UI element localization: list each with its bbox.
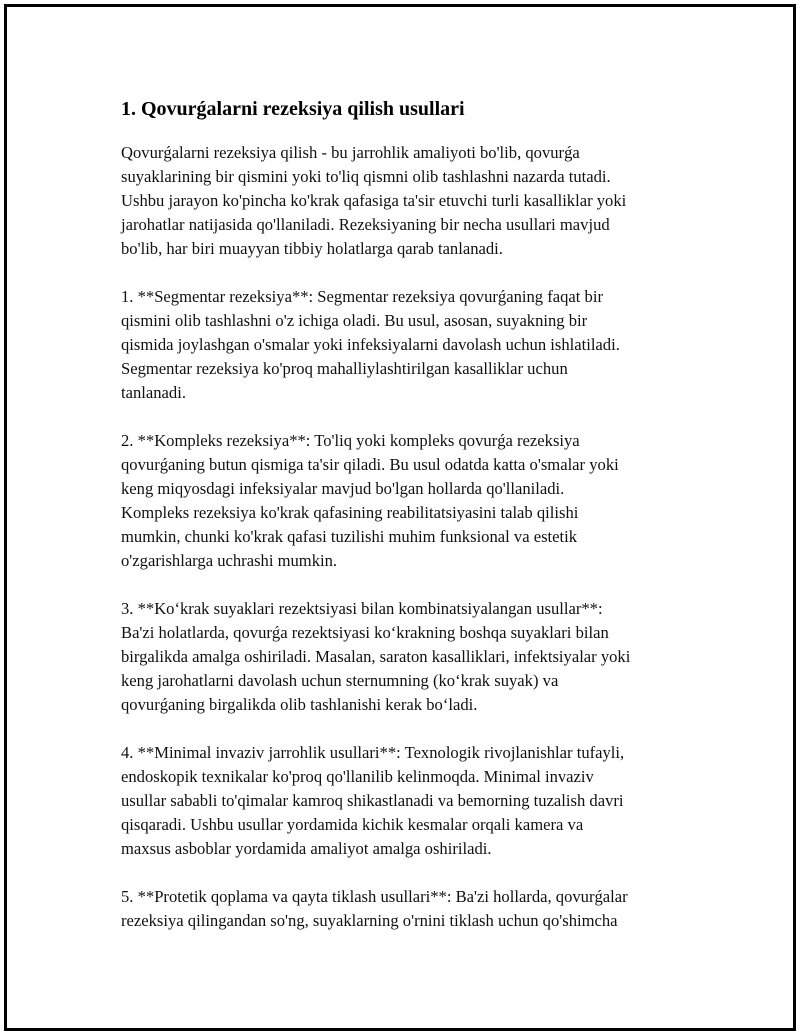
paragraph-kombinatsiyalangan-usullar: 3. **Koʻkrak suyaklari rezektsiyasi bilan kombinatsiyalangan usullar**: Ba'zi holatlarda, qovurǵa rezektsiyasi koʻkrakning boshqa suyaklari bilan birgalikda amalga oshiriladi. Masalan, saraton kasalliklari, infektsiyalar yoki keng jarohatlarni davolash uchun sternumning (koʻkrak suyak) va qovurǵaning birgalikda olib tashlanishi kerak boʻladi. <box>121 599 631 714</box>
paragraph-segmentar-rezeksiya: 1. **Segmentar rezeksiya**: Segmentar rezeksiya qovurǵaning faqat bir qismini olib tashlashni o'z ichiga oladi. Bu usul, asosan, suyakning bir qismida joylashgan o'smalar yoki infeksiyalarni davolash uchun ishlatiladi. Segmentar rezeksiya ko'proq mahalliylashtirilgan kasalliklar uchun tanlanadi. <box>121 287 620 402</box>
page-frame <box>4 4 796 1031</box>
paragraph-kompleks-rezeksiya: 2. **Kompleks rezeksiya**: To'liq yoki kompleks qovurǵa rezeksiya qovurǵaning butun qismiga ta'sir qiladi. Bu usul odatda katta o'smalar yoki keng miqyosdagi infeksiyalar mavjud bo'lgan hollarda qo'llaniladi. Kompleks rezeksiya ko'krak qafasining reabilitatsiyasini talab qilishi mumkin, chunki ko'krak qafasi tuzilishi muhim funksional va estetik o'zgarishlarga uchrashi mumkin. <box>121 431 619 570</box>
paragraph-protetik-qoplama: 5. **Protetik qoplama va qayta tiklash usullari**: Ba'zi hollarda, qovurǵalar rezeksiya qilingandan so'ng, suyaklarning o'rnini tiklash uchun qo'shimcha <box>121 887 628 930</box>
intro-paragraph: Qovurǵalarni rezeksiya qilish - bu jarrohlik amaliyoti bo'lib, qovurǵa suyaklarining bir qismini yoki to'liq qismni olib tashlashni nazarda tutadi. Ushbu jarayon ko'pincha ko'krak qafasiga ta'sir etuvchi turli kasalliklar yoki jarohatlar natijasida qo'llaniladi. Rezeksiyaning bir necha usullari mavjud bo'lib, har biri muayyan tibbiy holatlarga qarab tanlanadi. <box>121 143 627 258</box>
document-body <box>121 95 706 957</box>
document-title: 1. Qovurǵalarni rezeksiya qilish usullari <box>121 98 465 120</box>
paragraph-minimal-invaziv: 4. **Minimal invaziv jarrohlik usullari**: Texnologik rivojlanishlar tufayli, endoskopik texnikalar ko'proq qo'llanilib kelinmoqda. Minimal invaziv usullar sababli to'qimalar kamroq shikastlanadi va bemorning tuzalish davri qisqaradi. Ushbu usullar yordamida kichik kesmalar orqali kamera va maxsus asboblar yordamida amaliyot amalga oshiriladi. <box>121 743 625 858</box>
